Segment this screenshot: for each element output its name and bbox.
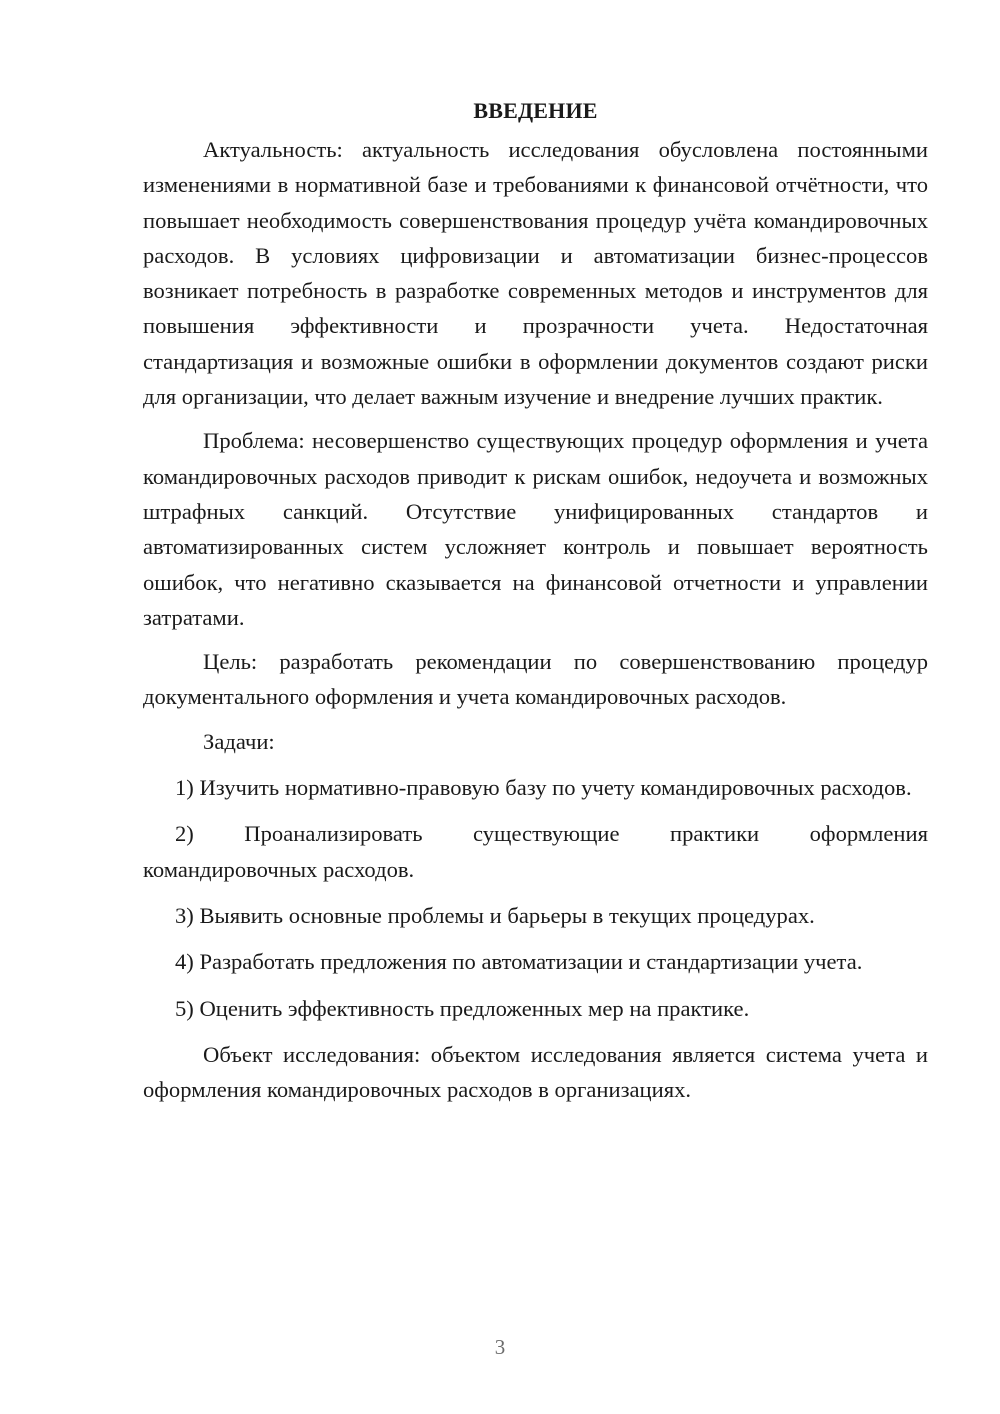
page-title: ВВЕДЕНИЕ [473, 98, 598, 123]
problem-paragraph: Проблема: несовершенство существующих процедур оформления и учета командировочных расходов приводит к рискам ошибок, недоучета и возможных штрафных санкций. Отсутствие унифицированных стандартов и автоматизированных систем усложняет контроль и повышает вероятность ошибок, что негативно сказывается на финансовой отчетности и управлении затратами. [143, 428, 928, 630]
relevance-paragraph: Актуальность: актуальность исследования обусловлена постоянными изменениями в нормативной базе и требованиями к финансовой отчётности, что повышает необходимость совершенствования процедур учёта командировочных расходов. В условиях цифровизации и автоматизации бизнес-процессов возникает потребность в разработке современных методов и инструментов для повышения эффективности и прозрачности учета. Недостаточная стандартизация и возможные ошибки в оформлении документов создают риски для организации, что делает важным изучение и внедрение лучших практик. [143, 137, 928, 410]
goal-paragraph: Цель: разработать рекомендации по совершенствованию процедур документального оформления и учета командировочных расходов. [143, 649, 928, 710]
document-page [143, 96, 928, 1107]
tasks-list [143, 770, 928, 1026]
list-item: 3) Выявить основные проблемы и барьеры в текущих процедурах. [175, 902, 815, 928]
tasks-heading: Задачи: [203, 728, 275, 754]
list-item: 1) Изучить нормативно-правовую базу по учету командировочных расходов. [175, 775, 912, 801]
list-item: 5) Оценить эффективность предложенных мер на практике. [175, 995, 750, 1021]
object-paragraph: Объект исследования: объектом исследования является система учета и оформления командировочных расходов в организациях. [143, 1041, 928, 1103]
page-number: 3 [494, 1335, 506, 1359]
list-item: 2) Проанализировать существующие практики оформления командировочных расходов. [143, 821, 928, 882]
list-item: 4) Разработать предложения по автоматизации и стандартизации учета. [175, 949, 863, 975]
